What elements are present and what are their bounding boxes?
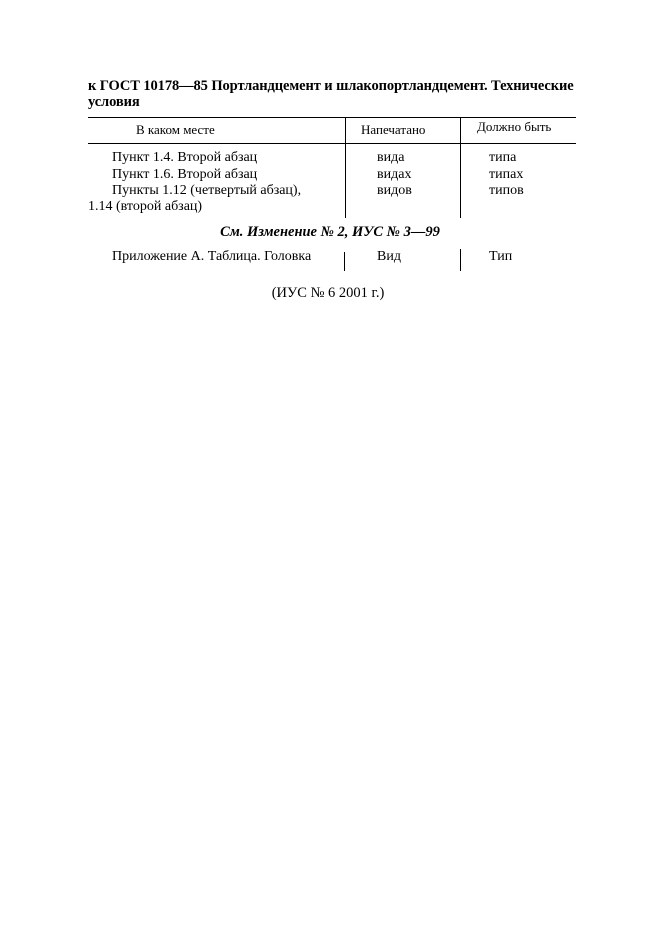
header-should-be: Должно быть [477,119,552,134]
table2-row-where: Приложение А. Таблица. Головка [112,249,312,264]
row-1-should-be: типа [489,150,517,165]
title-line-1: к ГОСТ 10178—85 Портландцемент и шлакопортландцемент. Технические [88,78,574,94]
header-printed: Напечатано [361,122,426,137]
amendment-reference: См. Изменение № 2, ИУС № 3—99 [220,224,440,240]
table2-column-divider-1 [344,252,345,271]
row-2-printed: видах [377,167,412,182]
row-1-where: Пункт 1.4. Второй абзац [112,150,258,165]
table2-row-should-be: Тип [489,249,513,264]
row-3-where-continued: 1.14 (второй абзац) [88,199,203,214]
row-3-printed: видов [377,183,412,198]
table-column-divider-2 [460,117,461,218]
document-title [88,78,580,110]
table-column-divider-1 [345,117,346,218]
row-3-should-be: типов [489,183,524,198]
row-2-where: Пункт 1.6. Второй абзац [112,167,258,182]
table-header-rule [88,143,576,144]
source-reference: (ИУС № 6 2001 г.) [271,285,385,301]
header-where: В каком месте [136,122,215,137]
table2-column-divider-2 [460,249,461,271]
row-1-printed: вида [377,150,405,165]
row-3-where: Пункты 1.12 (четвертый абзац), [112,183,302,198]
table2-row-printed: Вид [377,249,401,264]
title-line-2: условия [88,94,140,110]
row-2-should-be: типах [489,167,524,182]
